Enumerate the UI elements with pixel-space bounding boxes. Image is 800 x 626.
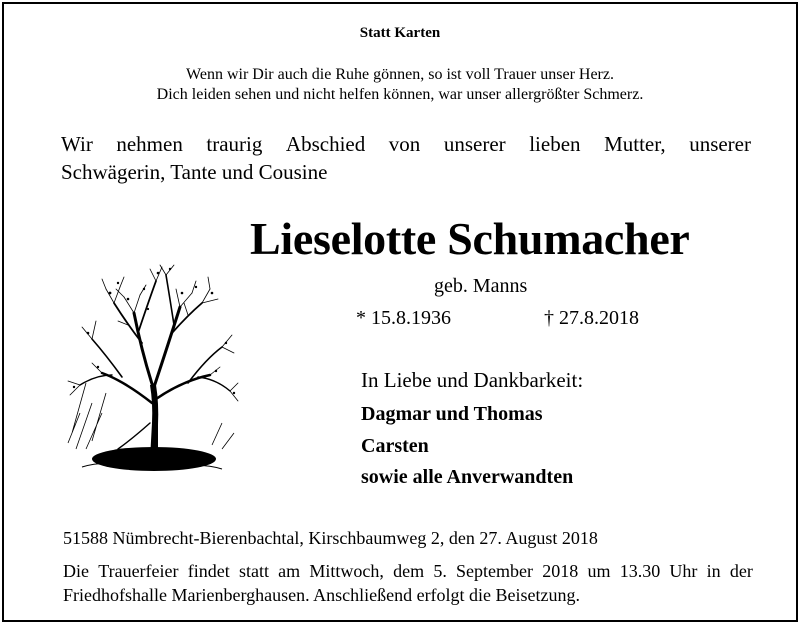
header-statt-karten: Statt Karten <box>359 25 441 41</box>
word: findet <box>187 561 230 581</box>
obituary-notice <box>2 2 798 622</box>
gratitude-line: In Liebe und Dankbarkeit: <box>361 368 584 392</box>
mourner-1: Dagmar und Thomas <box>361 403 543 425</box>
word: um <box>587 561 611 581</box>
word: lieben <box>529 132 581 156</box>
word: 13.30 <box>619 561 661 581</box>
word: statt <box>238 561 269 581</box>
verse-line-2: Dich leiden sehen und nicht helfen können, war unser allergrößter Schmerz. <box>156 86 644 103</box>
verse <box>4 65 796 105</box>
word: Abschied <box>285 132 366 156</box>
word: Mutter, <box>604 132 666 156</box>
word: der <box>729 561 753 581</box>
death-date: † 27.8.2018 <box>544 307 639 329</box>
word: am <box>278 561 301 581</box>
word: Wir <box>61 132 93 156</box>
word: September <box>456 561 534 581</box>
word: 5. <box>433 561 447 581</box>
word: Trauerfeier <box>98 561 179 581</box>
mourner-3: sowie alle Anverwandten <box>361 466 574 488</box>
word: traurig <box>206 132 263 156</box>
ceremony-line-2: Friedhofshalle Marienberghausen. Anschließend erfolgt die Beisetzung. <box>63 585 581 605</box>
tree-illustration-icon <box>62 263 242 495</box>
word: 2018 <box>542 561 579 581</box>
maiden-name: geb. Manns <box>434 275 528 297</box>
ceremony-info <box>63 559 753 607</box>
word: Mittwoch, <box>309 561 384 581</box>
intro-text <box>61 130 751 186</box>
word: Die <box>63 561 89 581</box>
birth-date: * 15.8.1936 <box>356 307 451 329</box>
word: unserer <box>443 132 506 156</box>
word: nehmen <box>116 132 183 156</box>
word: von <box>388 132 421 156</box>
mourner-2: Carsten <box>361 435 429 457</box>
intro-line-2: Schwägerin, Tante und Cousine <box>61 160 328 184</box>
place-and-date: 51588 Nümbrecht-Bierenbachtal, Kirschbaumweg 2, den 27. August 2018 <box>63 528 598 548</box>
deceased-name: Lieselotte Schumacher <box>250 213 690 264</box>
word: Uhr <box>669 561 698 581</box>
word: in <box>706 561 721 581</box>
verse-line-1: Wenn wir Dir auch die Ruhe gönnen, so ist voll Trauer unser Herz. <box>186 66 614 83</box>
intro-line-1 <box>61 130 751 158</box>
ceremony-line-1 <box>63 559 753 583</box>
word: unserer <box>689 132 751 156</box>
word: dem <box>393 561 425 581</box>
